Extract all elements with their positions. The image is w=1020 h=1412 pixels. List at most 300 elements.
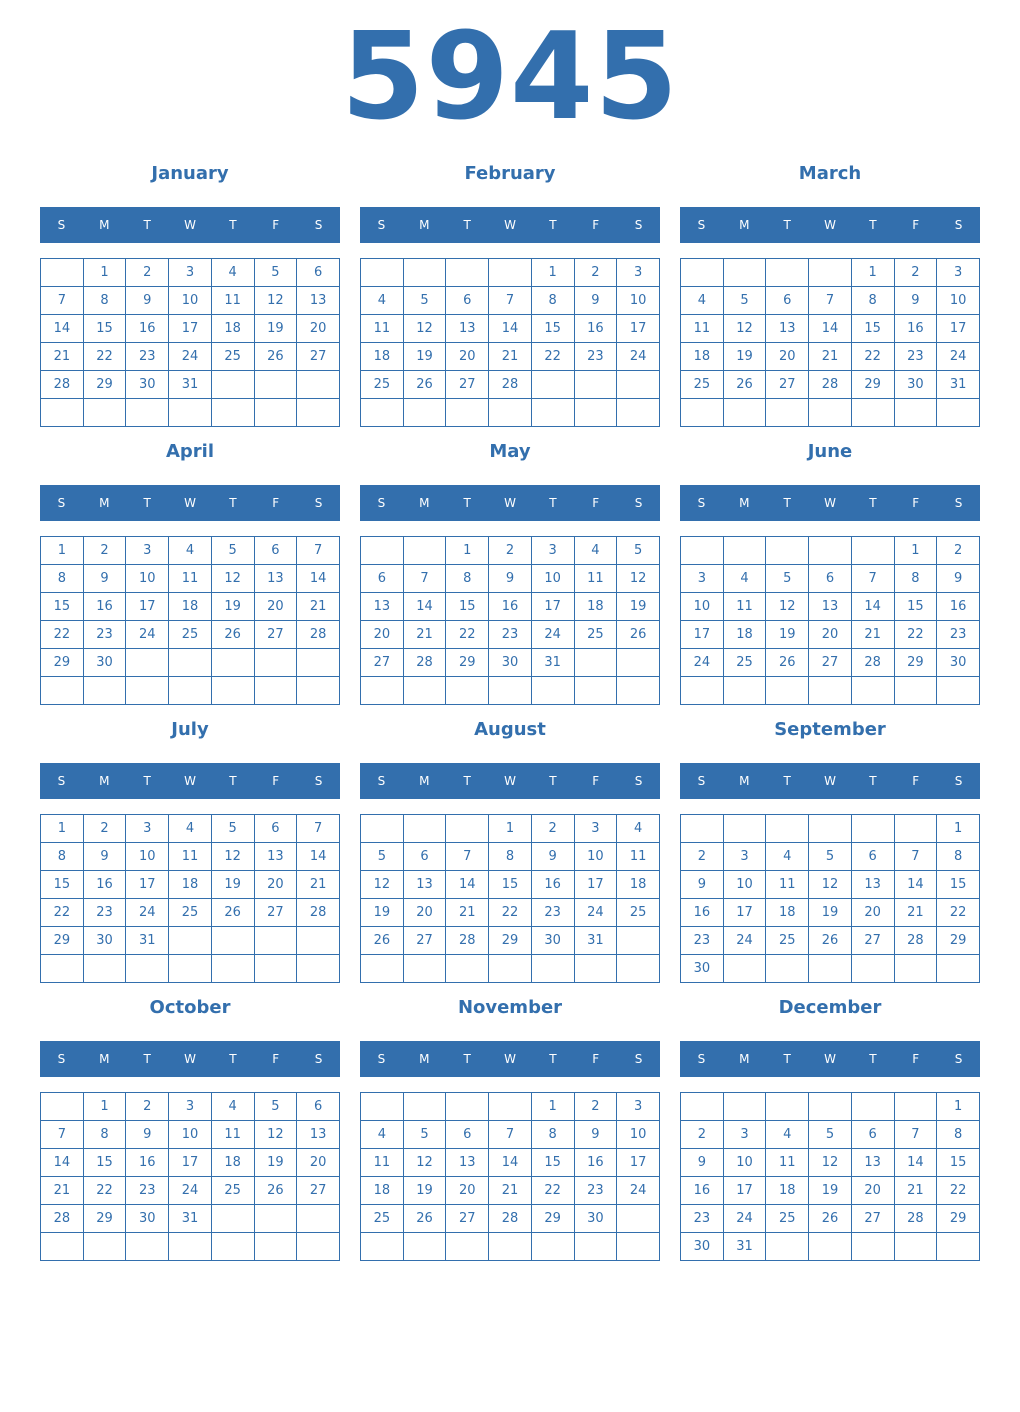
day-cell: 7 [297, 537, 340, 565]
empty-day-cell [851, 955, 894, 983]
week-row [361, 593, 660, 621]
day-cell: 17 [574, 871, 617, 899]
weekday-label: S [954, 496, 963, 510]
empty-day-cell [531, 371, 574, 399]
day-cell: 17 [937, 315, 980, 343]
day-grid [360, 1092, 660, 1261]
weekday-label: S [697, 1052, 706, 1066]
day-cell: 9 [531, 843, 574, 871]
weekday-label: T [549, 774, 557, 788]
weekday-header [680, 207, 980, 243]
empty-day-cell [297, 1205, 340, 1233]
day-cell: 10 [617, 1121, 660, 1149]
day-cell: 5 [211, 815, 254, 843]
week-row [361, 871, 660, 899]
empty-day-cell [41, 1093, 84, 1121]
day-cell: 16 [937, 593, 980, 621]
day-cell: 16 [126, 315, 169, 343]
weekday-label: S [314, 496, 323, 510]
day-cell: 13 [254, 843, 297, 871]
day-cell: 20 [851, 899, 894, 927]
empty-day-cell [254, 371, 297, 399]
weekday-header [360, 763, 660, 799]
week-row [681, 1093, 980, 1121]
day-cell: 10 [126, 565, 169, 593]
weekday-header [360, 1041, 660, 1077]
empty-day-cell [83, 955, 126, 983]
day-cell: 26 [211, 899, 254, 927]
day-cell: 21 [41, 343, 84, 371]
week-row [41, 399, 340, 427]
day-cell: 7 [41, 287, 84, 315]
weekday-header [40, 207, 340, 243]
weekday-label: M [99, 218, 110, 232]
empty-day-cell [851, 1233, 894, 1261]
week-row [41, 259, 340, 287]
day-cell: 25 [361, 371, 404, 399]
week-row [681, 899, 980, 927]
day-cell: 13 [809, 593, 852, 621]
day-cell: 13 [297, 287, 340, 315]
day-cell: 18 [681, 343, 724, 371]
empty-day-cell [894, 399, 937, 427]
week-row [681, 343, 980, 371]
empty-day-cell [297, 955, 340, 983]
day-cell: 16 [574, 1149, 617, 1177]
empty-day-cell [851, 677, 894, 705]
day-cell: 22 [83, 1177, 126, 1205]
day-cell: 17 [169, 315, 212, 343]
day-cell: 2 [83, 537, 126, 565]
day-cell: 14 [851, 593, 894, 621]
day-cell: 21 [894, 1177, 937, 1205]
weekday-label: F [592, 218, 600, 232]
week-row [41, 287, 340, 315]
empty-day-cell [211, 927, 254, 955]
day-cell: 25 [169, 899, 212, 927]
day-cell: 9 [126, 1121, 169, 1149]
day-cell: 29 [937, 927, 980, 955]
month-name: April [165, 441, 215, 462]
empty-day-cell [617, 927, 660, 955]
weekday-label: S [57, 218, 66, 232]
weekday-label: F [912, 1052, 920, 1066]
day-cell: 1 [489, 815, 532, 843]
day-cell: 27 [297, 1177, 340, 1205]
month-name: March [798, 163, 862, 184]
empty-day-cell [681, 1093, 724, 1121]
day-cell: 30 [574, 1205, 617, 1233]
day-cell: 13 [254, 565, 297, 593]
empty-day-cell [809, 1233, 852, 1261]
day-cell: 4 [681, 287, 724, 315]
day-cell: 15 [894, 593, 937, 621]
day-cell: 6 [297, 1093, 340, 1121]
day-cell: 30 [937, 649, 980, 677]
day-cell: 13 [361, 593, 404, 621]
day-cell: 29 [83, 1205, 126, 1233]
day-cell: 4 [169, 815, 212, 843]
day-cell: 21 [489, 343, 532, 371]
day-cell: 21 [297, 593, 340, 621]
day-cell: 24 [574, 899, 617, 927]
week-row [361, 1205, 660, 1233]
week-row [41, 1121, 340, 1149]
day-cell: 2 [894, 259, 937, 287]
day-cell: 25 [211, 1177, 254, 1205]
day-cell: 18 [574, 593, 617, 621]
empty-day-cell [41, 955, 84, 983]
day-cell: 19 [403, 343, 446, 371]
day-cell: 25 [766, 1205, 809, 1233]
week-row [681, 677, 980, 705]
day-cell: 30 [489, 649, 532, 677]
empty-day-cell [403, 259, 446, 287]
weekday-label: T [783, 218, 791, 232]
day-cell: 10 [126, 843, 169, 871]
day-cell: 4 [766, 843, 809, 871]
day-cell: 24 [531, 621, 574, 649]
day-cell: 15 [937, 871, 980, 899]
day-cell: 12 [766, 593, 809, 621]
empty-day-cell [297, 399, 340, 427]
day-cell: 30 [681, 1233, 724, 1261]
day-cell: 20 [809, 621, 852, 649]
weekday-label: T [143, 774, 151, 788]
day-cell: 26 [403, 1205, 446, 1233]
day-cell: 6 [297, 259, 340, 287]
empty-day-cell [809, 955, 852, 983]
day-cell: 4 [361, 287, 404, 315]
day-cell: 5 [254, 1093, 297, 1121]
empty-day-cell [446, 1093, 489, 1121]
day-grid [360, 814, 660, 983]
empty-day-cell [361, 537, 404, 565]
day-cell: 22 [41, 899, 84, 927]
day-cell: 4 [766, 1121, 809, 1149]
day-cell: 28 [446, 927, 489, 955]
day-cell: 8 [851, 287, 894, 315]
day-cell: 2 [531, 815, 574, 843]
day-cell: 24 [169, 343, 212, 371]
day-cell: 24 [723, 927, 766, 955]
empty-day-cell [617, 1233, 660, 1261]
week-row [41, 593, 340, 621]
empty-day-cell [254, 399, 297, 427]
day-cell: 1 [937, 815, 980, 843]
day-cell: 27 [851, 927, 894, 955]
day-cell: 29 [851, 371, 894, 399]
day-cell: 27 [254, 899, 297, 927]
day-cell: 10 [169, 287, 212, 315]
day-cell: 14 [446, 871, 489, 899]
day-cell: 1 [83, 1093, 126, 1121]
empty-day-cell [766, 815, 809, 843]
day-cell: 2 [937, 537, 980, 565]
day-cell: 3 [681, 565, 724, 593]
day-cell: 28 [489, 371, 532, 399]
day-cell: 1 [83, 259, 126, 287]
day-cell: 16 [126, 1149, 169, 1177]
empty-day-cell [766, 399, 809, 427]
day-cell: 22 [489, 899, 532, 927]
month-name: September [774, 719, 886, 740]
day-cell: 24 [126, 621, 169, 649]
day-cell: 30 [531, 927, 574, 955]
day-grid [40, 258, 340, 427]
weekday-label: T [229, 774, 237, 788]
weekday-label: F [912, 774, 920, 788]
empty-day-cell [681, 259, 724, 287]
weekday-label: S [57, 774, 66, 788]
week-row [361, 677, 660, 705]
day-cell: 30 [126, 371, 169, 399]
day-cell: 10 [937, 287, 980, 315]
weekday-label: F [592, 1052, 600, 1066]
month-name: November [457, 997, 563, 1018]
week-row [361, 843, 660, 871]
empty-day-cell [169, 1233, 212, 1261]
empty-day-cell [617, 1205, 660, 1233]
empty-day-cell [766, 259, 809, 287]
day-cell: 16 [574, 315, 617, 343]
empty-day-cell [574, 677, 617, 705]
day-cell: 28 [297, 621, 340, 649]
day-cell: 18 [211, 315, 254, 343]
day-cell: 28 [41, 1205, 84, 1233]
day-cell: 22 [937, 899, 980, 927]
day-cell: 20 [403, 899, 446, 927]
week-row [681, 259, 980, 287]
day-cell: 10 [169, 1121, 212, 1149]
weekday-label: M [419, 218, 430, 232]
day-cell: 16 [83, 871, 126, 899]
day-cell: 12 [211, 843, 254, 871]
month-name: October [149, 997, 231, 1018]
weekday-label: T [229, 496, 237, 510]
day-cell: 13 [403, 871, 446, 899]
weekday-header [680, 763, 980, 799]
day-cell: 15 [531, 315, 574, 343]
day-cell: 18 [211, 1149, 254, 1177]
weekday-label: F [272, 774, 280, 788]
day-cell: 28 [894, 1205, 937, 1233]
empty-day-cell [41, 259, 84, 287]
weekday-label: T [783, 774, 791, 788]
empty-day-cell [403, 399, 446, 427]
day-cell: 12 [403, 315, 446, 343]
day-cell: 14 [297, 565, 340, 593]
weekday-label: W [824, 218, 836, 232]
weekday-header [40, 485, 340, 521]
week-row [41, 815, 340, 843]
weekday-label: S [377, 1052, 386, 1066]
weekday-label: S [954, 1052, 963, 1066]
day-cell: 22 [937, 1177, 980, 1205]
week-row [361, 649, 660, 677]
empty-day-cell [403, 677, 446, 705]
week-row [681, 399, 980, 427]
day-cell: 5 [211, 537, 254, 565]
weekday-label: S [954, 218, 963, 232]
day-cell: 15 [531, 1149, 574, 1177]
week-row [361, 1149, 660, 1177]
day-cell: 20 [297, 1149, 340, 1177]
year-title: 5945 [341, 8, 679, 147]
empty-day-cell [403, 537, 446, 565]
weekday-label: T [869, 218, 877, 232]
day-cell: 11 [211, 1121, 254, 1149]
day-cell: 1 [851, 259, 894, 287]
day-cell: 14 [489, 1149, 532, 1177]
empty-day-cell [723, 1093, 766, 1121]
day-cell: 9 [937, 565, 980, 593]
empty-day-cell [531, 955, 574, 983]
day-cell: 6 [361, 565, 404, 593]
weekday-label: T [463, 774, 471, 788]
empty-day-cell [446, 815, 489, 843]
empty-day-cell [361, 399, 404, 427]
day-cell: 17 [681, 621, 724, 649]
weekday-label: M [739, 774, 750, 788]
day-cell: 11 [617, 843, 660, 871]
day-cell: 15 [41, 871, 84, 899]
weekday-label: S [377, 218, 386, 232]
day-cell: 26 [766, 649, 809, 677]
empty-day-cell [83, 677, 126, 705]
day-cell: 25 [766, 927, 809, 955]
day-cell: 21 [489, 1177, 532, 1205]
empty-day-cell [681, 399, 724, 427]
day-cell: 29 [83, 371, 126, 399]
day-cell: 9 [83, 843, 126, 871]
empty-day-cell [894, 1233, 937, 1261]
day-cell: 8 [531, 1121, 574, 1149]
weekday-label: T [143, 496, 151, 510]
day-cell: 15 [83, 1149, 126, 1177]
day-cell: 28 [403, 649, 446, 677]
empty-day-cell [617, 649, 660, 677]
empty-day-cell [446, 259, 489, 287]
empty-day-cell [297, 371, 340, 399]
empty-day-cell [41, 399, 84, 427]
day-cell: 21 [809, 343, 852, 371]
day-cell: 16 [489, 593, 532, 621]
day-cell: 21 [41, 1177, 84, 1205]
day-grid [360, 536, 660, 705]
day-cell: 27 [361, 649, 404, 677]
day-cell: 9 [574, 287, 617, 315]
week-row [681, 565, 980, 593]
weekday-label: S [57, 1052, 66, 1066]
weekday-label: M [99, 774, 110, 788]
empty-day-cell [126, 955, 169, 983]
day-cell: 11 [723, 593, 766, 621]
day-cell: 29 [489, 927, 532, 955]
week-row [361, 315, 660, 343]
empty-day-cell [809, 399, 852, 427]
empty-day-cell [766, 537, 809, 565]
empty-day-cell [617, 955, 660, 983]
week-row [361, 955, 660, 983]
day-cell: 18 [169, 871, 212, 899]
day-cell: 10 [531, 565, 574, 593]
day-grid [680, 536, 980, 705]
day-cell: 25 [169, 621, 212, 649]
day-cell: 17 [126, 593, 169, 621]
day-cell: 20 [254, 871, 297, 899]
weekday-label: T [783, 496, 791, 510]
day-cell: 1 [531, 1093, 574, 1121]
day-cell: 10 [723, 1149, 766, 1177]
empty-day-cell [489, 259, 532, 287]
empty-day-cell [723, 537, 766, 565]
day-cell: 3 [531, 537, 574, 565]
empty-day-cell [254, 677, 297, 705]
day-cell: 18 [169, 593, 212, 621]
week-row [361, 399, 660, 427]
empty-day-cell [851, 1093, 894, 1121]
day-cell: 16 [681, 899, 724, 927]
empty-day-cell [254, 1205, 297, 1233]
day-cell: 29 [41, 649, 84, 677]
day-cell: 10 [681, 593, 724, 621]
day-cell: 7 [809, 287, 852, 315]
day-cell: 12 [254, 1121, 297, 1149]
empty-day-cell [41, 1233, 84, 1261]
day-cell: 23 [681, 1205, 724, 1233]
empty-day-cell [211, 1233, 254, 1261]
day-cell: 1 [531, 259, 574, 287]
day-cell: 21 [403, 621, 446, 649]
day-cell: 12 [211, 565, 254, 593]
day-cell: 7 [446, 843, 489, 871]
week-row [361, 1093, 660, 1121]
day-cell: 2 [681, 843, 724, 871]
day-cell: 13 [446, 315, 489, 343]
day-cell: 2 [681, 1121, 724, 1149]
day-cell: 28 [851, 649, 894, 677]
day-cell: 21 [446, 899, 489, 927]
week-row [361, 287, 660, 315]
empty-day-cell [617, 399, 660, 427]
day-cell: 4 [574, 537, 617, 565]
weekday-label: T [783, 1052, 791, 1066]
day-cell: 31 [723, 1233, 766, 1261]
empty-day-cell [361, 815, 404, 843]
weekday-label: M [419, 1052, 430, 1066]
day-cell: 7 [489, 1121, 532, 1149]
day-cell: 19 [254, 1149, 297, 1177]
weekday-label: T [869, 496, 877, 510]
day-cell: 27 [403, 927, 446, 955]
day-cell: 13 [851, 1149, 894, 1177]
day-cell: 2 [574, 259, 617, 287]
week-row [41, 871, 340, 899]
weekday-label: T [143, 1052, 151, 1066]
weekday-label: S [377, 774, 386, 788]
empty-day-cell [894, 1093, 937, 1121]
weekday-label: W [504, 774, 516, 788]
day-cell: 21 [894, 899, 937, 927]
day-cell: 23 [83, 899, 126, 927]
empty-day-cell [851, 815, 894, 843]
day-cell: 26 [361, 927, 404, 955]
weekday-label: W [504, 218, 516, 232]
day-cell: 26 [617, 621, 660, 649]
empty-day-cell [169, 927, 212, 955]
empty-day-cell [169, 649, 212, 677]
